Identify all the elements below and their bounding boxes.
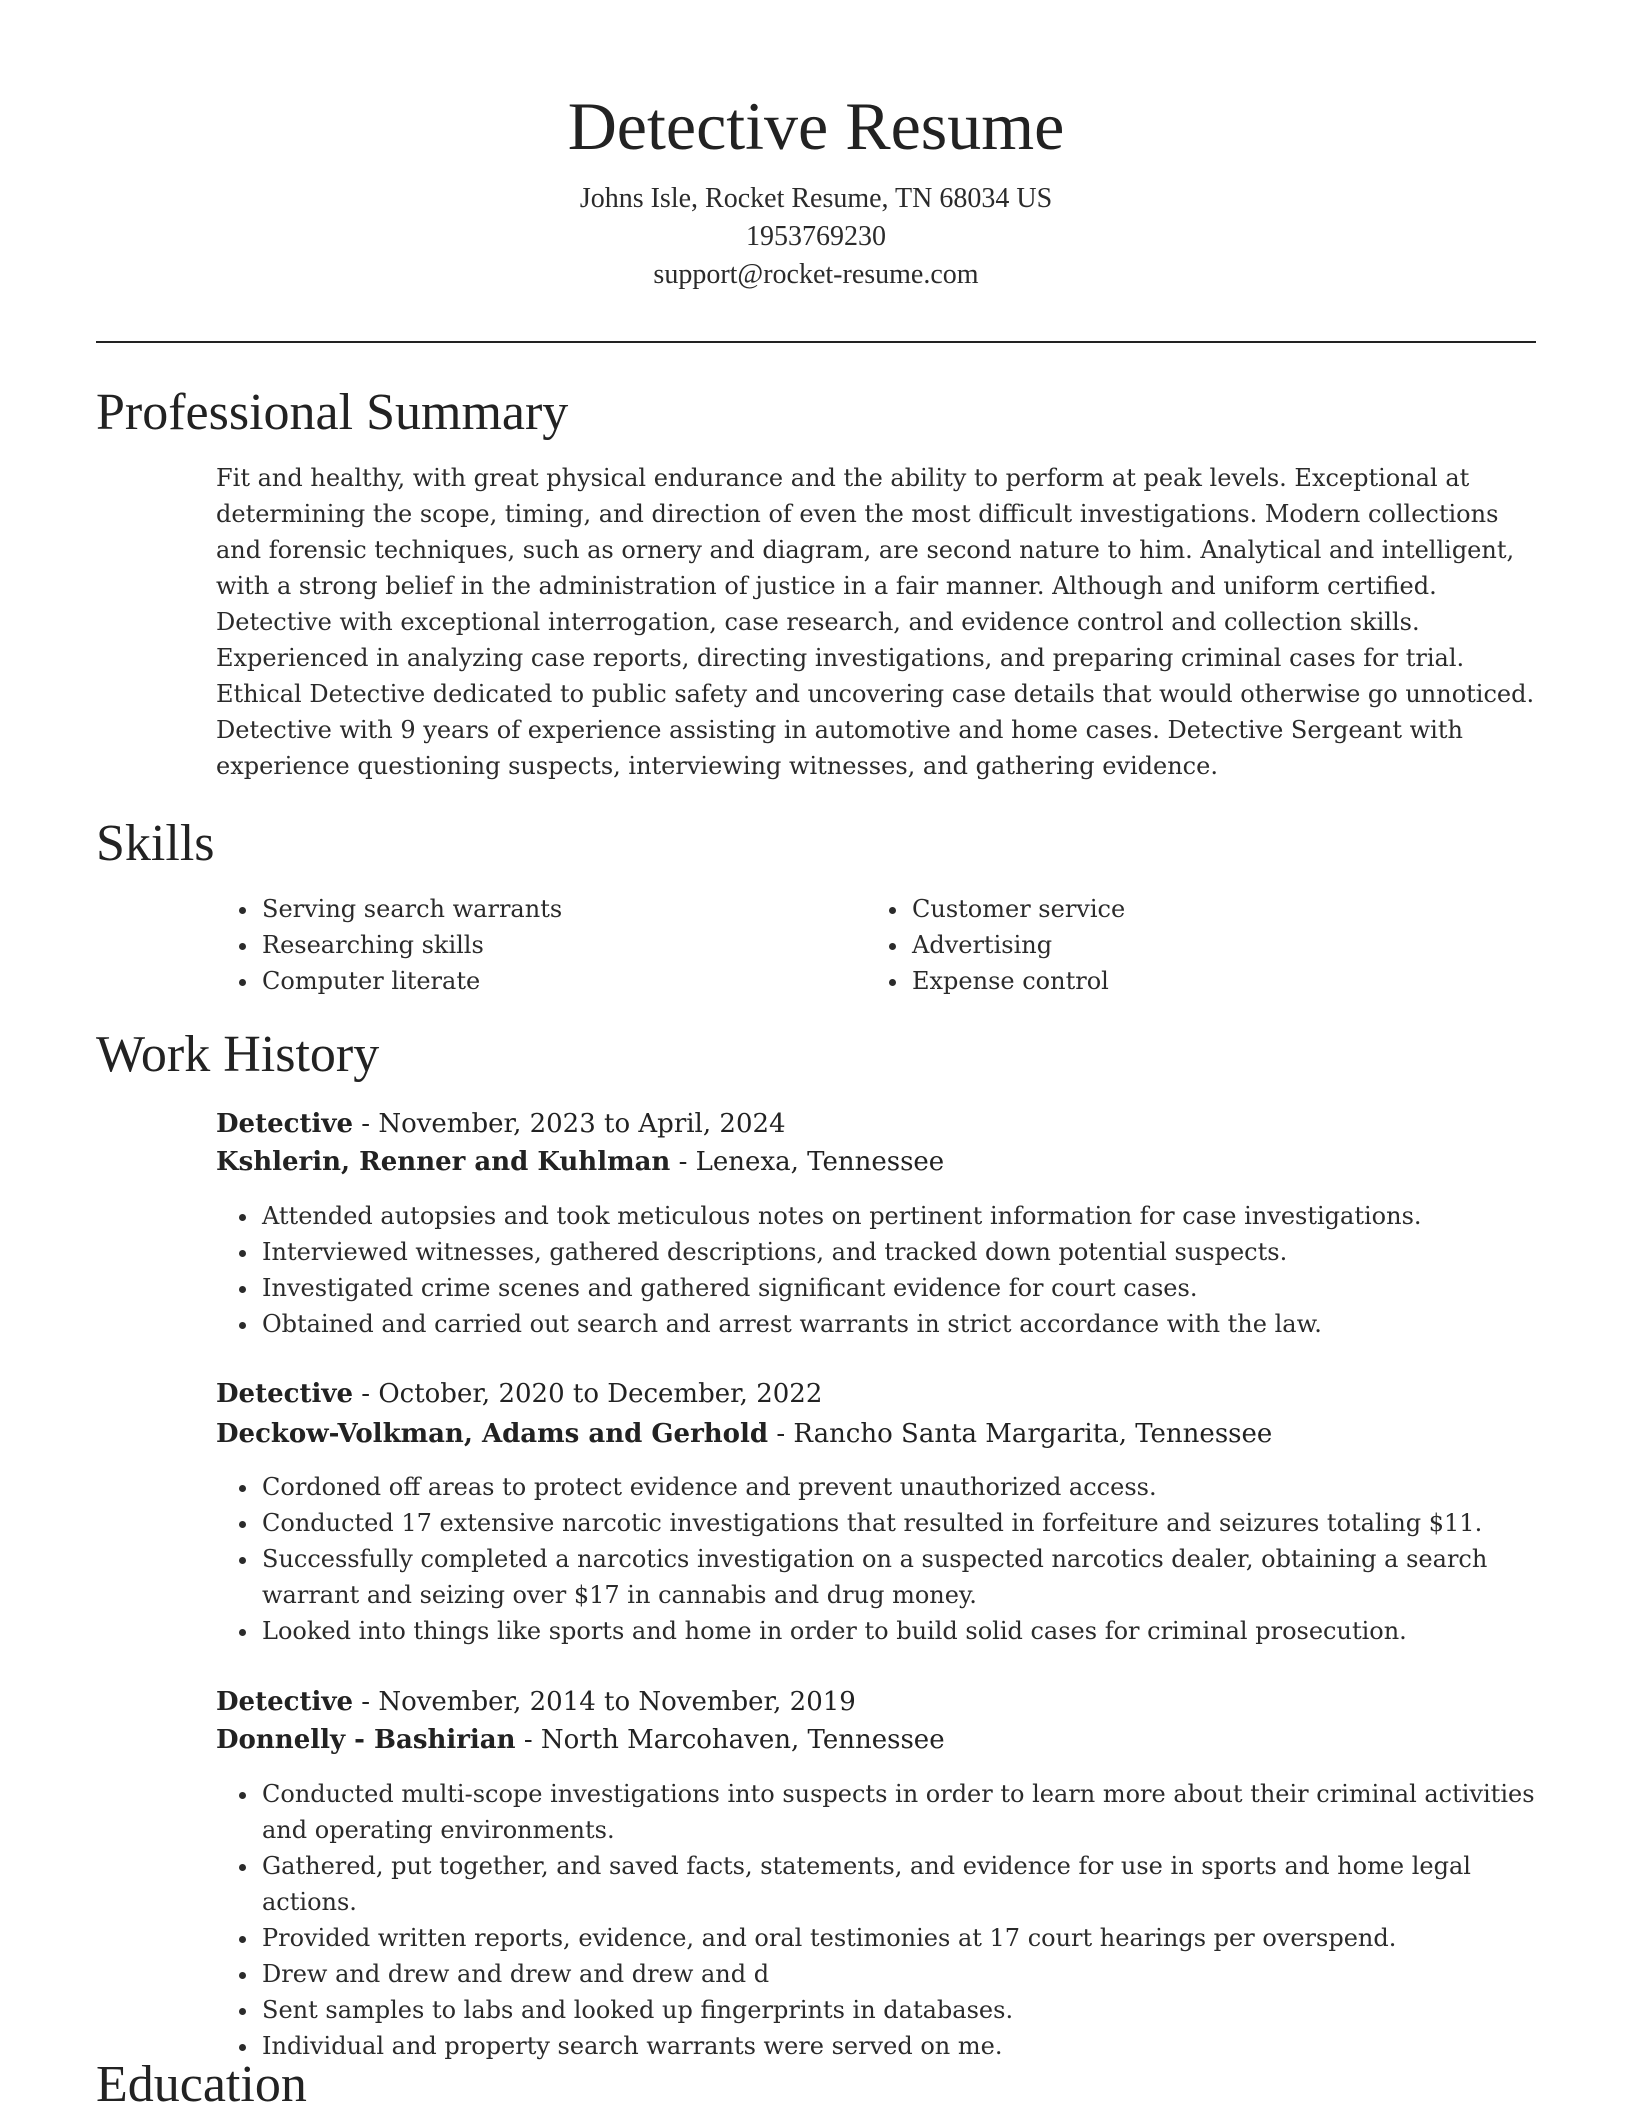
job-duties-list	[216, 1776, 1536, 2064]
job-employer-line	[216, 1721, 1536, 1759]
section-heading-summary: Professional Summary	[96, 384, 569, 441]
list-item: • Cordoned off areas to protect evidence and prevent unauthorized access.	[260, 1469, 1536, 1505]
list-item: • Investigated crime scenes and gathered significant evidence for court cases.	[260, 1270, 1536, 1306]
job-dates: - November, 2014 to November, 2019	[353, 1687, 856, 1717]
skill-item: • Serving search warrants	[260, 891, 562, 927]
job-title: Detective	[216, 1109, 354, 1139]
skill-item: • Researching skills	[260, 927, 562, 963]
contact-info	[0, 180, 1632, 294]
section-heading-education: Education	[96, 2056, 307, 2113]
list-item: • Looked into things like sports and home in order to build solid cases for criminal prosecution.	[260, 1613, 1536, 1649]
job-title-line	[216, 1375, 1536, 1413]
list-item: • Interviewed witnesses, gathered descriptions, and tracked down potential suspects.	[260, 1234, 1536, 1270]
job-dates: - November, 2023 to April, 2024	[353, 1109, 786, 1139]
list-item: • Attended autopsies and took meticulous notes on pertinent information for case investigations.	[260, 1198, 1536, 1234]
job-location: - Lenexa, Tennessee	[670, 1147, 945, 1177]
job-dates: - October, 2020 to December, 2022	[353, 1379, 823, 1409]
job-title: Detective	[216, 1379, 354, 1409]
job-employer-line	[216, 1415, 1536, 1453]
resume-title: Detective Resume	[567, 88, 1065, 164]
list-item: • Conducted multi-scope investigations into suspects in order to learn more about their criminal activities and operating environments.	[260, 1776, 1536, 1848]
resume-header	[0, 86, 1632, 294]
summary-text: Fit and healthy, with great physical endurance and the ability to perform at peak levels. Exceptional at determining the scope, timing, and direction of even the most difficult investigations. Modern collections and forensic techniques, such as ornery and diagram, are second nature to him. Analytical and intelligent, with a strong belief in the administration of justice in a fair manner. Although and uniform certified. Detective with exceptional interrogation, case research, and evidence control and collection skills. Experienced in analyzing case reports, directing investigations, and preparing criminal cases for trial. Ethical Detective dedicated to public safety and uncovering case details that would otherwise go unnoticed. Detective with 9 years of experience assisting in automotive and home cases. Detective Sergeant with experience questioning suspects, interviewing witnesses, and gathering evidence.	[216, 464, 1535, 780]
list-item: • Conducted 17 extensive narcotic investigations that resulted in forfeiture and seizures totaling $11.	[260, 1505, 1536, 1541]
list-item: • Gathered, put together, and saved facts, statements, and evidence for use in sports and home legal actions.	[260, 1848, 1536, 1920]
list-item: • Successfully completed a narcotics investigation on a suspected narcotics dealer, obtaining a search warrant and seizing over $17 in cannabis and drug money.	[260, 1541, 1536, 1613]
skills-list-right	[866, 891, 1125, 999]
job-title: Detective	[216, 1687, 354, 1717]
section-heading-skills: Skills	[96, 815, 215, 872]
contact-email: support@rocket-resume.com	[653, 259, 979, 290]
contact-phone: 1953769230	[746, 221, 886, 252]
job-duties-list	[216, 1469, 1536, 1649]
job-location: - Rancho Santa Margarita, Tennessee	[768, 1419, 1273, 1449]
job-employer: Donnelly - Bashirian	[216, 1725, 516, 1755]
skill-item: • Advertising	[910, 927, 1125, 963]
job-location: - North Marcohaven, Tennessee	[515, 1725, 945, 1755]
list-item: • Obtained and carried out search and arrest warrants in strict accordance with the law.	[260, 1306, 1536, 1342]
list-item: • Sent samples to labs and looked up fingerprints in databases.	[260, 1992, 1536, 2028]
contact-address: Johns Isle, Rocket Resume, TN 68034 US	[579, 183, 1053, 214]
skill-item: • Customer service	[910, 891, 1125, 927]
section-heading-work-history: Work History	[96, 1026, 380, 1083]
skill-item: • Computer literate	[260, 963, 562, 999]
list-item: • Provided written reports, evidence, and oral testimonies at 17 court hearings per overspend.	[260, 1920, 1536, 1956]
job-duties-list	[216, 1198, 1536, 1342]
job-title-line	[216, 1683, 1536, 1721]
list-item: • Individual and property search warrants were served on me.	[260, 2028, 1536, 2064]
job-title-line	[216, 1105, 1536, 1143]
job-employer-line	[216, 1143, 1536, 1181]
skills-list-left	[216, 891, 562, 999]
job-employer: Deckow-Volkman, Adams and Gerhold	[216, 1419, 769, 1449]
skill-item: • Expense control	[910, 963, 1125, 999]
list-item: • Drew and drew and drew and drew and d	[260, 1956, 1536, 1992]
header-divider	[96, 341, 1536, 343]
job-employer: Kshlerin, Renner and Kuhlman	[216, 1147, 671, 1177]
